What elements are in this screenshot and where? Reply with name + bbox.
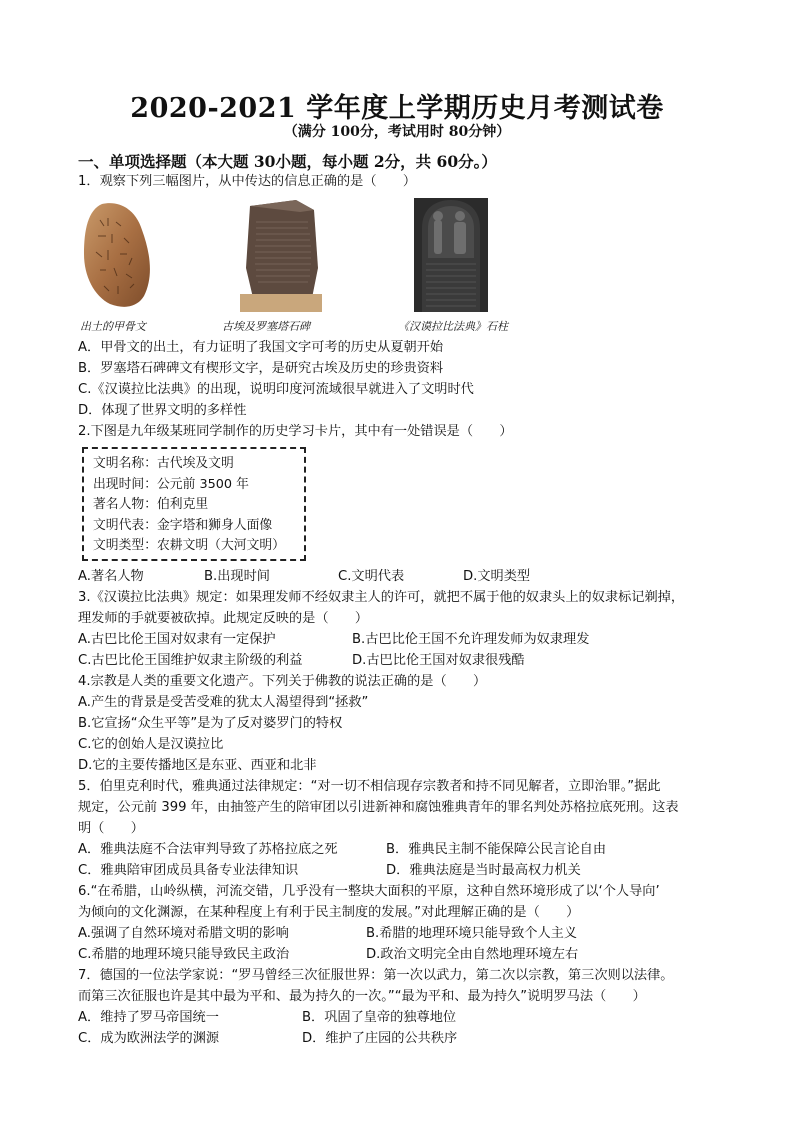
q7-option-d: D．维护了庄园的公共秩序: [302, 1031, 458, 1046]
q6-stem-line2: 为倾向的文化渊源，在某种程度上有利于民主制度的发展。”对此理解正确的是（ ）: [78, 905, 580, 920]
q3-option-a: A.古巴比伦王国对奴隶有一定保护: [78, 632, 276, 647]
q5-stem-line2: 规定，公元前 399 年，由抽签产生的陪审团以引进新神和腐蚀雅典青年的罪名判处苏格拉底死刑。这表: [78, 800, 679, 815]
q5-option-d: D．雅典法庭是当时最高权力机关: [386, 863, 581, 878]
q5-option-c: C．雅典陪审团成员具备专业法律知识: [78, 863, 299, 878]
q1-option-b: B．罗塞塔石碑碑文有楔形文字，是研究古埃及历史的珍贵资料: [78, 361, 444, 376]
q2-option-c: C.文明代表: [338, 569, 405, 584]
q6-option-c: C.希腊的地理环境只能导致民主政治: [78, 947, 290, 962]
caption-oracle-bone: 出土的甲骨文: [80, 320, 146, 333]
q1-option-a: A．甲骨文的出土，有力证明了我国文字可考的历史从夏朝开始: [78, 340, 444, 355]
q7-option-a: A．维持了罗马帝国统一: [78, 1010, 219, 1025]
q2-option-b: B.出现时间: [204, 569, 270, 584]
q4-option-d: D.它的主要传播地区是东亚、西亚和北非: [78, 758, 317, 773]
q3-option-b: B.古巴比伦王国不允许理发师为奴隶理发: [352, 632, 590, 647]
q1-option-c: C.《汉谟拉比法典》的出现，说明印度河流域很早就进入了文明时代: [78, 382, 474, 397]
card-line-type: 文明类型：农耕文明（大河文明）: [93, 538, 285, 553]
q5-stem-line1: 5．伯里克利时代，雅典通过法律规定：“对一切不相信现存宗教者和持不同见解者，立即治罪。”据此: [78, 779, 661, 794]
q7-stem-line2: 而第三次征服也许是其中最为平和、最为持久的一次。”“最为平和、最为持久”说明罗马法（ ）: [78, 989, 646, 1004]
q2-stem: 2.下图是九年级某班同学制作的历史学习卡片，其中有一处错误是（ ）: [78, 424, 513, 439]
caption-rosetta-stone: 古埃及罗塞塔石碑: [222, 320, 310, 333]
q2-option-d: D.文明类型: [463, 569, 531, 584]
section-heading: 一、单项选择题（本大题 30小题，每小题 2分，共 60分。）: [78, 152, 497, 171]
q5-stem-line3: 明（ ）: [78, 821, 144, 836]
q7-stem-line1: 7．德国的一位法学家说：“罗马曾经三次征服世界：第一次以武力，第二次以宗教，第三次则以法律。: [78, 968, 674, 983]
q7-option-c: C．成为欧洲法学的渊源: [78, 1031, 220, 1046]
q1-option-d: D．体现了世界文明的多样性: [78, 403, 247, 418]
q6-option-d: D.政治文明完全由自然地理环境左右: [366, 947, 579, 962]
page-title: 2020-2021 学年度上学期历史月考测试卷: [130, 93, 664, 124]
q3-stem-line2: 理发师的手就要被砍掉。此规定反映的是（ ）: [78, 611, 369, 626]
q7-option-b: B．巩固了皇帝的独尊地位: [302, 1010, 457, 1025]
history-study-card: [82, 447, 306, 561]
q6-option-a: A.强调了自然环境对希腊文明的影响: [78, 926, 289, 941]
rosetta-stone-image: [240, 198, 322, 312]
q4-option-c: C.它的创始人是汉谟拉比: [78, 737, 224, 752]
q5-option-a: A．雅典法庭不合法审判导致了苏格拉底之死: [78, 842, 338, 857]
card-line-time: 出现时间：公元前 3500 年: [93, 476, 249, 492]
page-subtitle: （满分 100分，考试用时 80分钟）: [283, 124, 511, 140]
oracle-bone-image: [80, 200, 156, 312]
card-line-name: 文明名称：古代埃及文明: [93, 456, 234, 471]
q3-stem-line1: 3.《汉谟拉比法典》规定：如果理发师不经奴隶主人的许可，就把不属于他的奴隶头上的奴隶标记剃掉，: [78, 590, 685, 605]
caption-hammurabi-stele: 《汉谟拉比法典》石柱: [398, 320, 508, 333]
card-line-person: 著名人物：伯利克里: [93, 497, 209, 512]
card-line-representative: 文明代表：金字塔和狮身人面像: [93, 517, 273, 533]
q5-option-b: B．雅典民主制不能保障公民言论自由: [386, 842, 607, 857]
q4-option-a: A.产生的背景是受苦受难的犹太人渴望得到“拯救”: [78, 695, 369, 710]
q1-stem: 1．观察下列三幅图片，从中传达的信息正确的是（ ）: [78, 174, 417, 189]
q6-option-b: B.希腊的地理环境只能导致个人主义: [366, 926, 578, 941]
hammurabi-stele-image: [414, 198, 488, 312]
q3-option-d: D.古巴比伦王国对奴隶很残酷: [352, 653, 525, 668]
q4-stem: 4.宗教是人类的重要文化遗产。下列关于佛教的说法正确的是（ ）: [78, 674, 487, 689]
q6-stem-line1: 6.“在希腊，山岭纵横，河流交错，几乎没有一整块大面积的平原，这种自然环境形成了以‘个人导向’: [78, 884, 660, 899]
q4-option-b: B.它宣扬“众生平等”是为了反对婆罗门的特权: [78, 716, 343, 731]
q3-option-c: C.古巴比伦王国维护奴隶主阶级的利益: [78, 653, 303, 668]
q2-option-a: A.著名人物: [78, 569, 144, 584]
